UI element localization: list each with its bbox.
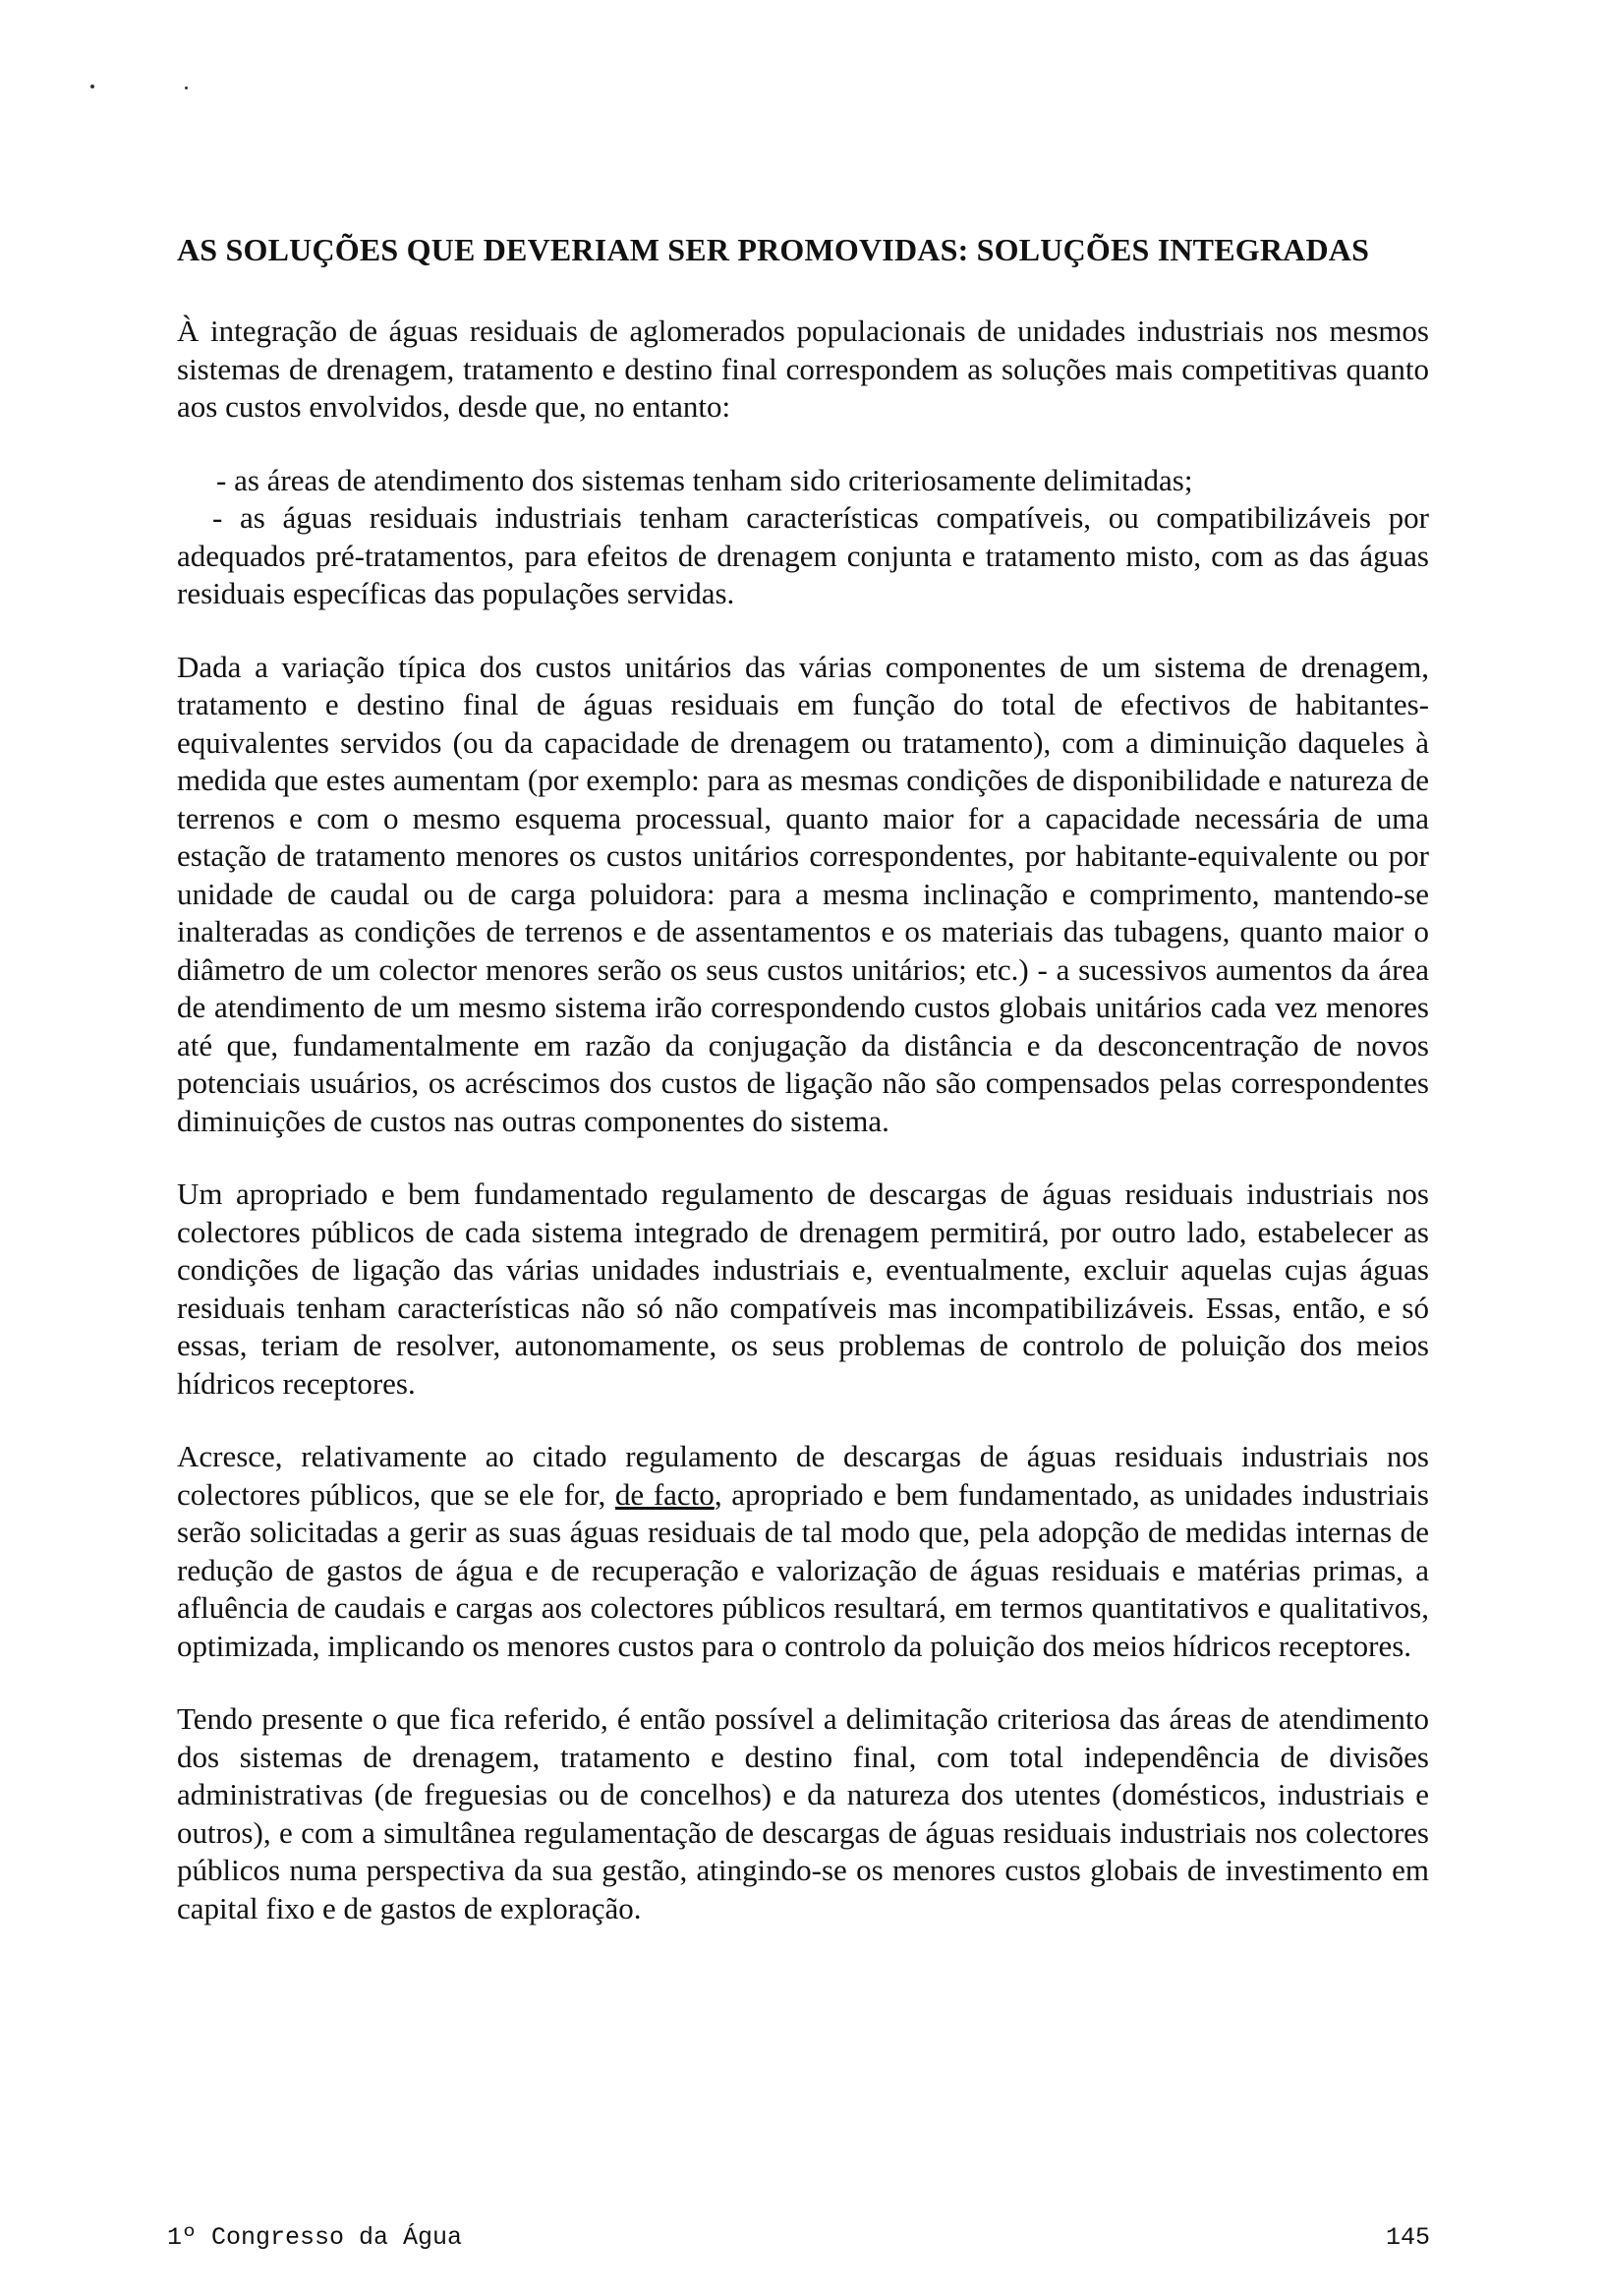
scan-speck <box>185 86 188 89</box>
page-number: 145 <box>1386 2223 1431 2252</box>
cost-variation-paragraph: Dada a variação típica dos custos unitários das várias componentes de um sistema de drenagem, tratamento e destino final de águas residuais em função do total de efectivos de habitantes-equivalentes servidos (ou da capacidade de drenagem ou tratamento), com a diminuição daqueles à medida que estes aumentam (por exemplo: para as mesmas condições de disponibilidade e natureza de terrenos e com o mesmo esquema processual, quanto maior for a capacidade necessária de uma estação de tratamento menores os custos unitários correspondentes, por habitante-equivalente ou por unidade de caudal ou de carga poluidora: para a mesma inclinação e comprimento, mantendo-se inalteradas as condições de terrenos e de assentamentos e os materiais das tubagens, quanto maior o diâmetro de um colector menores serão os seus custos unitários; etc.) - a sucessivos aumentos da área de atendimento de um mesmo sistema irão correspondendo custos globais unitários cada vez menores até que, fundamentalmente em razão da conjugação da distância e da desconcentração de novos potenciais usuários, os acréscimos dos custos de ligação não são compensados pelas correspondentes diminuições de custos nas outras componentes do sistema. <box>177 649 1429 1138</box>
regulation-paragraph: Um apropriado e bem fundamentado regulamento de descargas de águas residuais industriais nos colectores públicos de cada sistema integrado de drenagem permitirá, por outro lado, estabelecer as condições de ligação das várias unidades industriais e, eventualmente, excluir aquelas cujas águas residuais tenham características não só não compatíveis mas incompatibilizáveis. Essas, então, e só essas, teriam de resolver, autonomamente, os seus problemas de controlo de poluição dos meios hídricos receptores. <box>177 1177 1429 1401</box>
document-body <box>177 313 1429 1963</box>
list-item: - as águas residuais industriais tenham características compatíveis, ou compatibilizáveis por adequados pré-tratamentos, para efeitos de drenagem conjunta e tratamento misto, com as das águas residuais específicas das populações servidas. <box>177 499 1429 613</box>
emphasized-text: de facto <box>614 1476 715 1512</box>
scan-speck <box>90 85 94 88</box>
footer-conference: 1º Congresso da Água <box>167 2223 463 2252</box>
list-item: - as áreas de atendimento dos sistemas tenham sido criteriosamente delimitadas; <box>177 462 1429 500</box>
intro-paragraph: À integração de águas residuais de aglomerados populacionais de unidades industriais nos mesmos sistemas de drenagem, tratamento e destino final correspondem as soluções mais competitivas quanto aos custos envolvidos, desde que, no entanto: <box>177 314 1429 424</box>
paragraph-text: Acresce, relativamente ao citado regulamento de descargas de águas residuais industriais nos colectores públicos, que se ele for, <box>177 1439 1429 1512</box>
industrial-management-paragraph <box>177 1438 1429 1665</box>
paragraph-text: , apropriado e bem fundamentado, as unidades industriais serão solicitadas a gerir as suas águas residuais de tal modo que, pela adopção de medidas internas de redução de gastos de água e de recuperação e valorização de águas residuais e matérias primas, a afluência de caudais e cargas aos colectores públicos resultará, em termos quantitativos e qualitativos, optimizada, implicando os menores custos para o controlo da poluição dos meios hídricos receptores. <box>177 1476 1429 1663</box>
section-title: AS SOLUÇÕES QUE DEVERIAM SER PROMOVIDAS: SOLUÇÕES INTEGRADAS <box>177 232 1370 267</box>
conditions-list <box>177 462 1429 613</box>
conclusion-paragraph: Tendo presente o que fica referido, é então possível a delimitação criteriosa das áreas de atendimento dos sistemas de drenagem, tratamento e destino final, com total independência de divisões administrativas (de freguesias ou de concelhos) e da natureza dos utentes (domésticos, industriais e outros), e com a simultânea regulamentação de descargas de águas residuais industriais nos colectores públicos numa perspectiva da sua gestão, atingindo-se os menores custos globais de investimento em capital fixo e de gastos de exploração. <box>177 1701 1429 1925</box>
